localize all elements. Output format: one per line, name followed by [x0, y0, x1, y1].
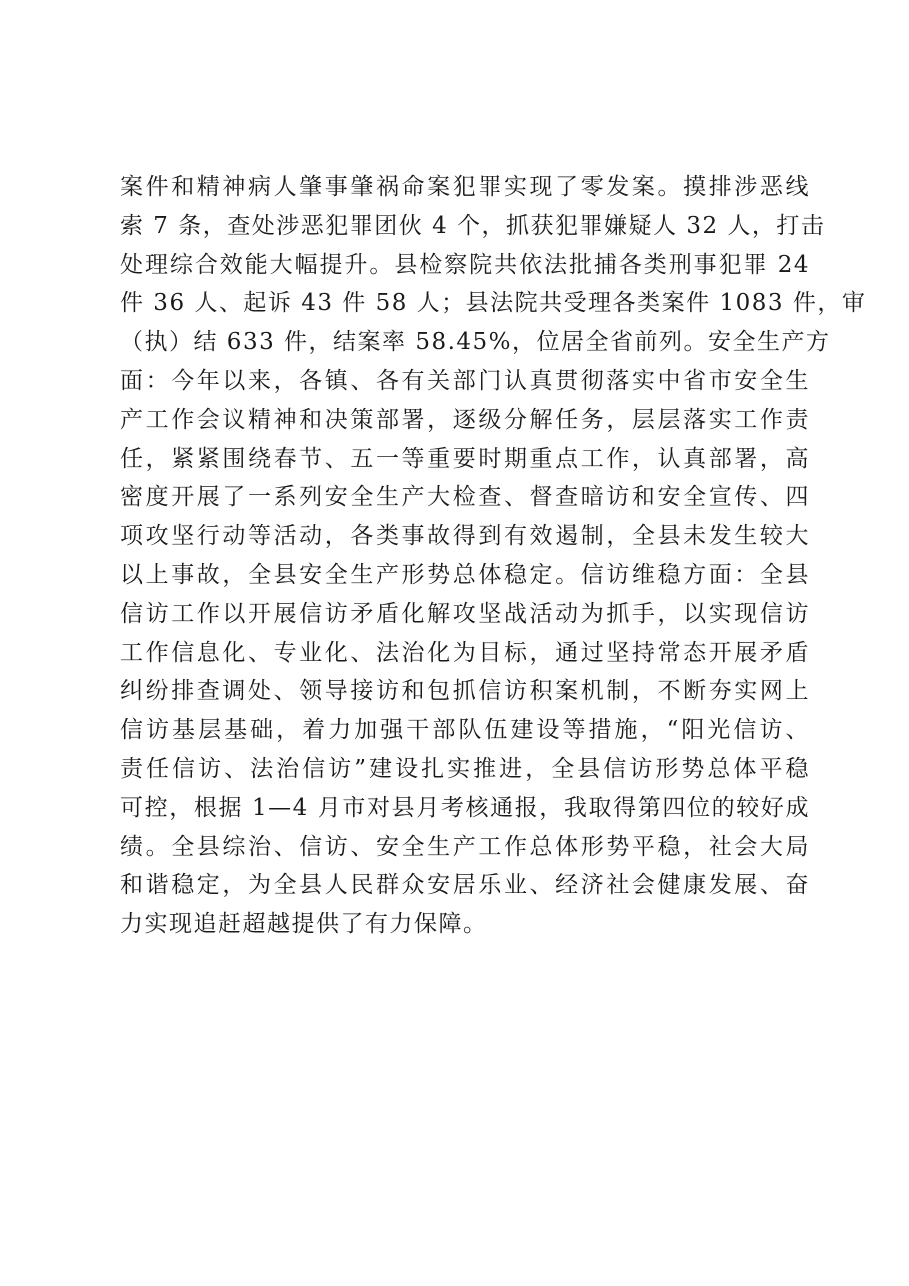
text-line: 信访基层基础，着力加强干部队伍建设等措施，“阳光信访、 [120, 717, 810, 744]
text-line: 和谐稳定，为全县人民群众安居乐业、经济社会健康发展、奋 [120, 872, 810, 899]
text-line: 信访工作以开展信访矛盾化解攻坚战活动为抓手，以实现信访 [120, 600, 810, 627]
body-paragraph [120, 168, 867, 944]
text-line: 可控，根据 1—4 月市对县月考核通报，我取得第四位的较好成 [120, 794, 810, 821]
text-line: 面：今年以来，各镇、各有关部门认真贯彻落实中省市安全生 [120, 367, 810, 394]
text-line: 产工作会议精神和决策部署，逐级分解任务，层层落实工作责 [120, 406, 810, 433]
text-line: 任，紧紧围绕春节、五一等重要时期重点工作，认真部署，高 [120, 445, 810, 472]
text-line: 密度开展了一系列安全生产大检查、督查暗访和安全宣传、四 [120, 484, 810, 511]
text-line: 件 36 人、起诉 43 件 58 人；县法院共受理各类案件 1083 件，审 [120, 290, 867, 317]
text-line: 工作信息化、专业化、法治化为目标，通过坚持常态开展矛盾 [120, 639, 810, 666]
text-line: 项攻坚行动等活动，各类事故得到有效遏制，全县未发生较大 [120, 523, 810, 550]
text-line: 案件和精神病人肇事肇祸命案犯罪实现了零发案。摸排涉恶线 [120, 174, 810, 200]
text-line: 责任信访、法治信访”建设扎实推进，全县信访形势总体平稳 [120, 755, 810, 782]
text-line: 索 7 条，查处涉恶犯罪团伙 4 个，抓获犯罪嫌疑人 32 人，打击 [120, 212, 826, 239]
text-line: 绩。全县综治、信访、安全生产工作总体形势平稳，社会大局 [120, 833, 810, 860]
text-line: 以上事故，全县安全生产形势总体稳定。信访维稳方面：全县 [120, 561, 810, 588]
text-line: （执）结 633 件，结案率 58.45%，位居全省前列。安全生产方 [120, 329, 831, 356]
text-line: 纠纷排查调处、领导接访和包抓信访积案机制，不断夯实网上 [120, 678, 810, 705]
text-line: 力实现追赶超越提供了有力保障。 [120, 911, 488, 938]
text-line: 处理综合效能大幅提升。县检察院共依法批捕各类刑事犯罪 24 [120, 251, 810, 278]
